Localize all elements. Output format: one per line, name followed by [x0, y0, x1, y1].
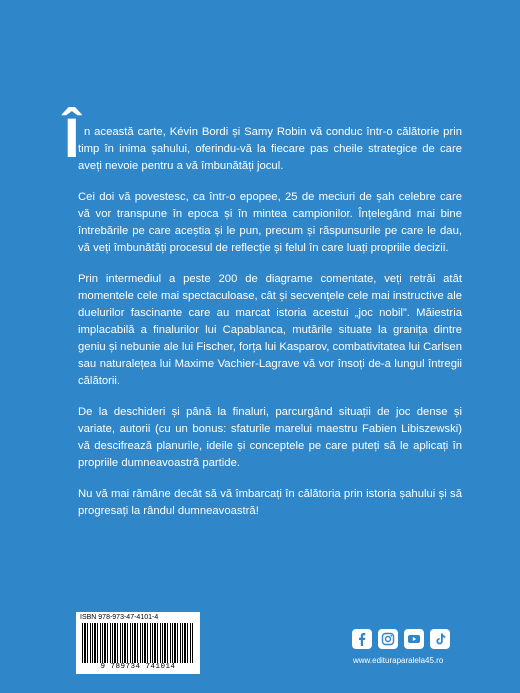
paragraph-4: De la deschideri și până la finaluri, parcurgând situații de joc dense și variate, autorii (cu un bonus: sfaturile marelui maestru Fabien Libiszewski) vă descifrează planurile, ideile și conceptele pe care puteți să le aplicați în propriile dumneavoastră partide.: [78, 406, 462, 469]
website-url[interactable]: www.edituraparalela45.ro: [353, 656, 444, 665]
social-icons: [352, 629, 450, 649]
isbn-barcode: [76, 612, 200, 674]
paragraph-5: Nu vă mai rămâne decât să vă îmbarcați în călătoria prin istoria șahului și să progresați la rândul dumneavoastră!: [78, 488, 462, 517]
isbn-label: ISBN 978-973-47-4101-4: [80, 614, 159, 621]
barcode-digits: 9 789734 741014: [100, 663, 176, 671]
paragraph-3: Prin intermediul a peste 200 de diagrame comentate, veți retrăi atât momentele cele mai spectaculoase, cât și secvențele cele mai instructive ale duelurilor fascinante care au marcat istoria acestui „joc nobil”. Măiestria implacabilă a finalurilor lui Capablanca, mutările situate la granița dintre geniu și nebunie ale lui Fischer, forța lui Kasparov, combativitatea lui Carlsen sau naturalețea lui Maxime Vachier-Lagrave vă vor însoți de-a lungul întregii călătorii.: [78, 273, 462, 387]
blurb: [64, 106, 462, 534]
youtube-icon[interactable]: [404, 629, 424, 649]
tiktok-icon[interactable]: [430, 629, 450, 649]
paragraph-2: Cei doi vă povestesc, ca într-o epopee, 25 de meciuri de șah celebre care vă vor transpune în epoca și în mintea campionilor. Înțelegând mai bine întrebările pe care aceștia și le pun, precum și răspunsurile pe care le dau, vă veți îmbunătăți procesul de reflecție și felul în care luați propriile decizii.: [78, 191, 462, 254]
drop-cap: Î: [64, 106, 80, 169]
paragraph-1: [64, 106, 462, 175]
barcode-bars: [82, 623, 194, 663]
instagram-icon[interactable]: [378, 629, 398, 649]
facebook-icon[interactable]: [352, 629, 372, 649]
paragraph-1-text: n această carte, Kévin Bordi și Samy Robin vă conduc într-o călătorie prin timp în inima șahului, oferindu-vă la fiecare pas cheile strategice de care aveți nevoie pentru a vă îmbunătăți jocul.: [78, 126, 462, 172]
